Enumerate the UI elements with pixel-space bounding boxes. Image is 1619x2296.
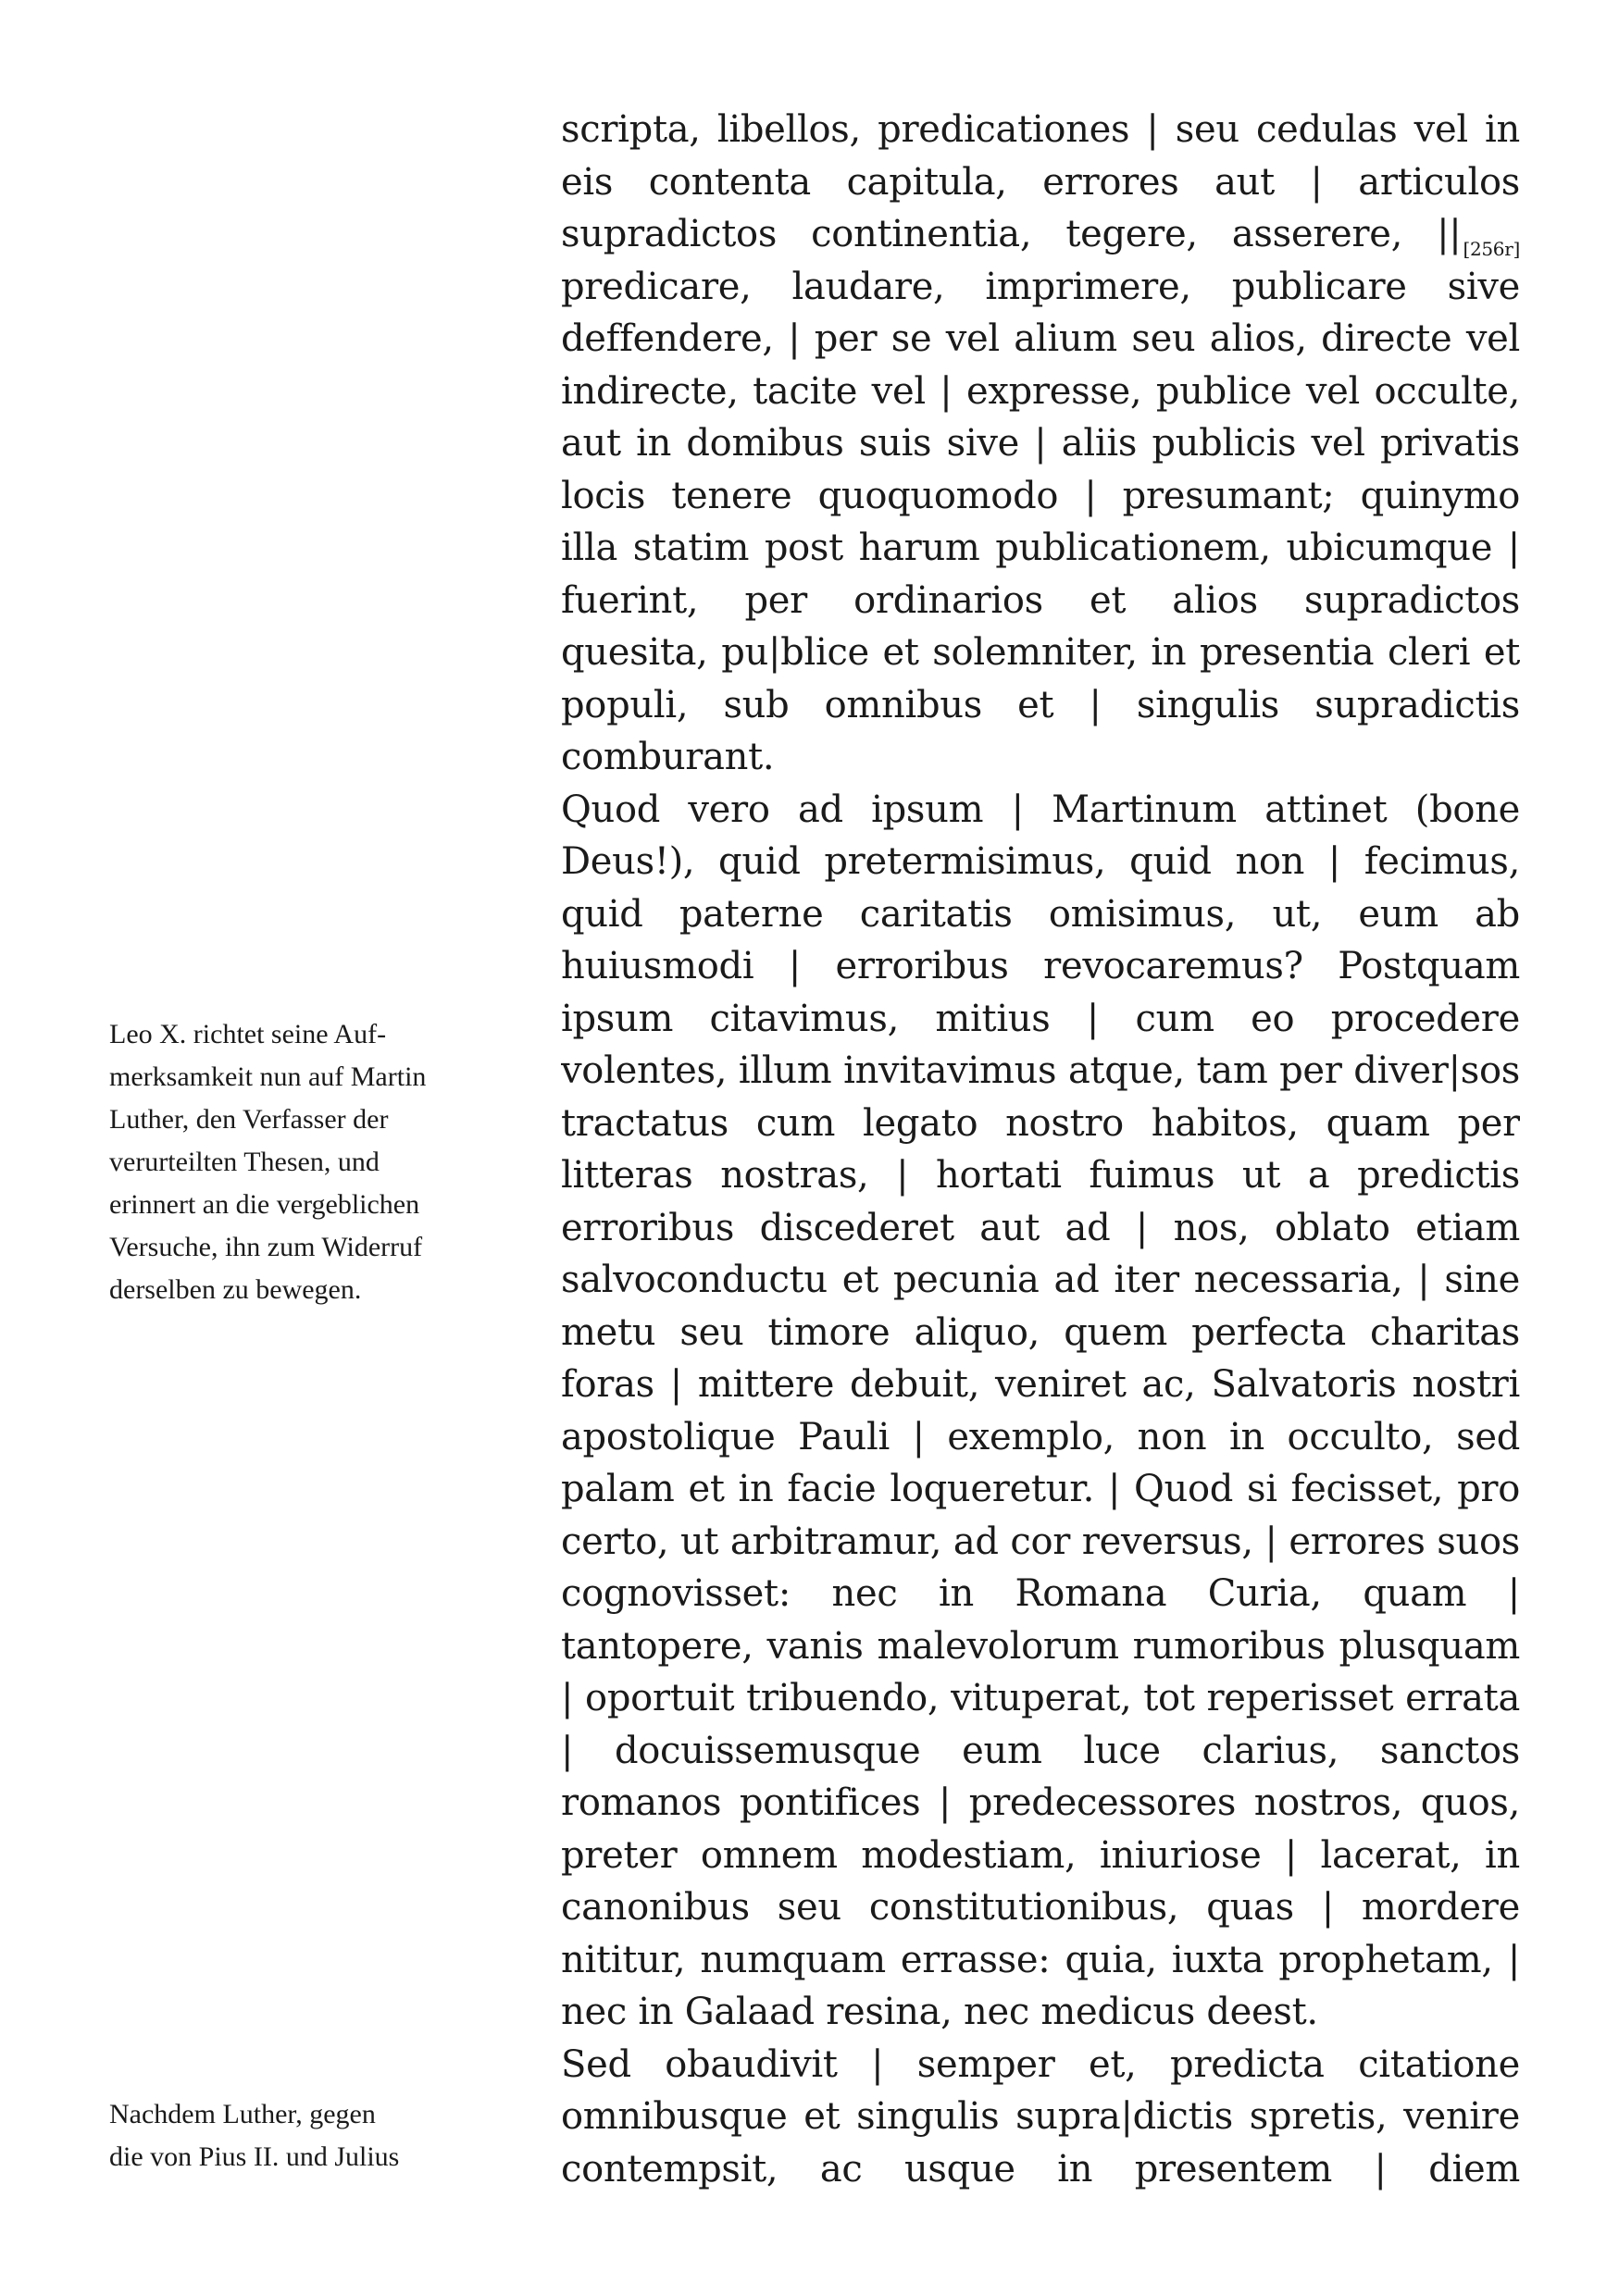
text-line: Sed obaudivit | semper et, predicta citatione <box>561 2042 1520 2086</box>
text-line: | oportuit tribuendo, vituperat, tot reperisset errata <box>561 1677 1520 1719</box>
margin-note-line: Luther, den Verfasser der <box>109 1104 389 1135</box>
text-line: Quod vero ad ipsum | Martinum attinet (bone <box>561 788 1520 831</box>
margin-note-line: derselben zu bewegen. <box>109 1274 362 1305</box>
text-line-paragraph-end: comburant. <box>561 736 775 778</box>
folio-reference: [256r] <box>1463 238 1520 260</box>
margin-note-luther <box>109 2093 517 2178</box>
text-line: aut in domibus suis sive | aliis publicis vel privatis <box>561 422 1520 465</box>
text-line: foras | mittere debuit, veniret ac, Salvatoris nostri <box>561 1363 1520 1406</box>
text-line: Deus!), quid pretermisimus, quid non | fecimus, <box>561 840 1520 883</box>
text-line: quesita, pu|blice et solemniter, in presentia cleri et <box>561 631 1520 674</box>
text-line: certo, ut arbitramur, ad cor reversus, | errores suos <box>561 1520 1520 1563</box>
margin-note-line: Nachdem Luther, gegen <box>109 2099 376 2129</box>
text-line: salvoconductu et pecunia ad iter necessaria, | sine <box>561 1259 1520 1301</box>
margin-note-line: merksamkeit nun auf Martin <box>109 1061 427 1092</box>
text-line-paragraph-end: nec in Galaad resina, nec medicus deest. <box>561 1991 1318 2033</box>
text-line: erroribus discederet aut ad | nos, oblato etiam <box>561 1206 1520 1249</box>
text-line: indirecte, tacite vel | expresse, publice vel occulte, <box>561 369 1520 413</box>
text-line: preter omnem modestiam, iniuriose | lacerat, in <box>561 1833 1520 1877</box>
text-line: predicare, laudare, imprimere, publicare sive <box>561 265 1520 308</box>
text-line: locis tenere quoquomodo | presumant; quinymo <box>561 474 1520 517</box>
margin-note-line: Versuche, ihn zum Widerruf <box>109 1232 423 1262</box>
text-line: deffendere, | per se vel alium seu alios, directe vel <box>561 317 1520 360</box>
margin-note-line: Leo X. richtet seine Auf- <box>109 1019 387 1049</box>
margin-note-leo-x <box>109 1013 517 1311</box>
text-line: palam et in facie loqueretur. | Quod si fecisset, pro <box>561 1468 1520 1510</box>
text-line: metu seu timore aliquo, quem perfecta charitas <box>561 1310 1520 1354</box>
text-line: tractatus cum legato nostro habitos, quam per <box>561 1101 1520 1145</box>
text-line: huiusmodi | erroribus revocaremus? Postquam <box>561 945 1520 987</box>
text-line: omnibusque et singulis supra|dictis spretis, venire <box>561 2095 1520 2138</box>
margin-note-line: erinnert an die vergeblichen <box>109 1189 420 1220</box>
text-line: nititur, numquam errasse: quia, iuxta prophetam, | <box>561 1938 1520 1981</box>
text-line: contempsit, ac usque in presentem | diem <box>561 2147 1520 2191</box>
text-line: apostolique Pauli | exemplo, non in occulto, sed <box>561 1415 1520 1458</box>
main-text-column <box>561 104 1520 2195</box>
text-line-content: supradictos continentia, tegere, asserere, || <box>561 213 1462 255</box>
text-line: volentes, illum invitavimus atque, tam per diver|sos <box>561 1049 1520 1092</box>
text-line: litteras nostras, | hortati fuimus ut a predictis <box>561 1154 1520 1197</box>
text-line: quid paterne caritatis omisimus, ut, eum ab <box>561 892 1520 936</box>
text-line: cognovisset: nec in Romana Curia, quam | <box>561 1572 1520 1615</box>
text-line: illa statim post harum publicationem, ubicumque | <box>561 527 1520 569</box>
margin-note-line: verurteilten Thesen, und <box>109 1147 380 1177</box>
text-line: fuerint, per ordinarios et alios supradictos <box>561 578 1520 622</box>
text-line <box>561 208 1520 261</box>
margin-note-line: die von Pius II. und Julius <box>109 2141 400 2172</box>
text-line: | docuissemusque eum luce clarius, sanctos <box>561 1729 1520 1772</box>
text-line: eis contenta capitula, errores aut | articulos <box>561 160 1520 204</box>
text-line: populi, sub omnibus et | singulis supradictis <box>561 683 1520 726</box>
text-line: ipsum citavimus, mitius | cum eo procedere <box>561 997 1520 1040</box>
text-line: scripta, libellos, predicationes | seu cedulas vel in <box>561 108 1520 151</box>
text-line: canonibus seu constitutionibus, quas | mordere <box>561 1886 1520 1929</box>
text-line: romanos pontifices | predecessores nostros, quos, <box>561 1781 1520 1824</box>
text-line: tantopere, vanis malevolorum rumoribus plusquam <box>561 1624 1520 1668</box>
